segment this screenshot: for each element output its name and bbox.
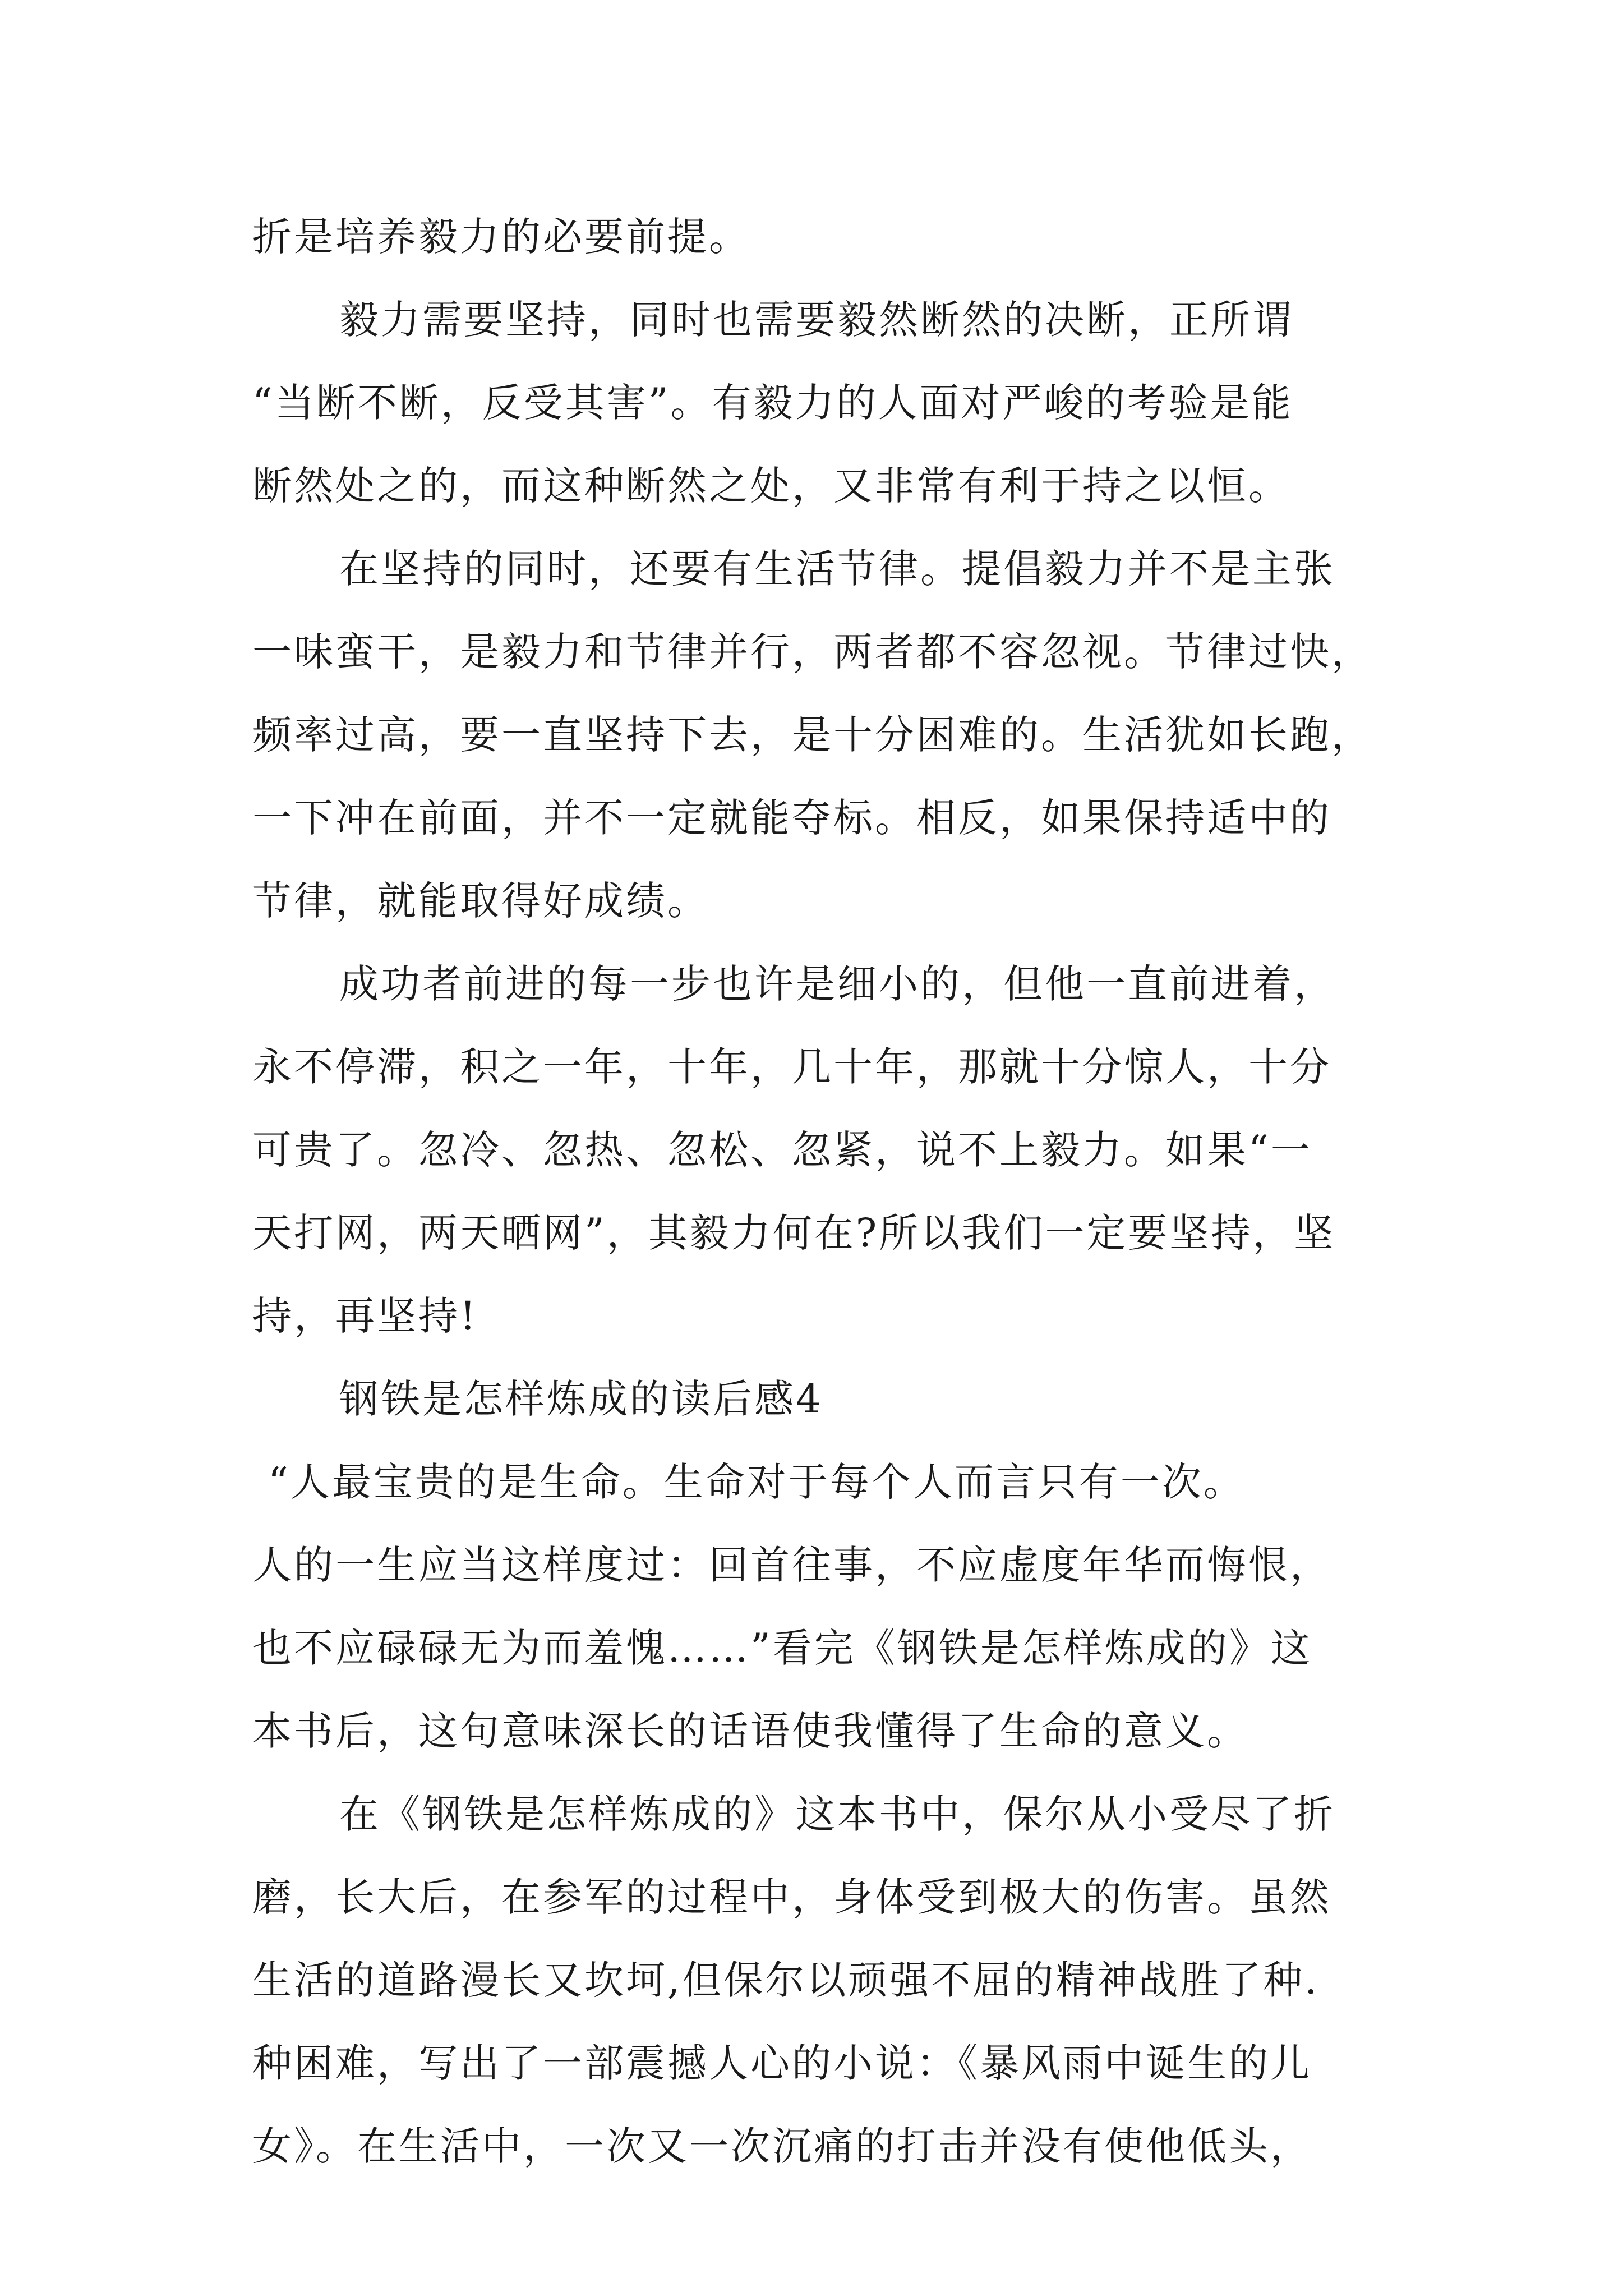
paragraph-first-line: 在《钢铁是怎样炼成的》这本书中，保尔从小受尽了折 — [339, 1791, 1335, 1837]
section-heading: 钢铁是怎样炼成的读后感4 — [339, 1376, 823, 1422]
paragraph-first-line: 毅力需要坚持，同时也需要毅然断然的决断，正所谓 — [339, 297, 1294, 343]
paragraph-first-line: 在坚持的同时，还要有生活节律。提倡毅力并不是主张 — [339, 546, 1335, 592]
text-line: 节律，就能取得好成绩。 — [252, 878, 709, 924]
text-line: 磨，长大后，在参军的过程中，身体受到极大的伤害。虽然 — [252, 1874, 1331, 1920]
text-line: 折是培养毅力的必要前提。 — [252, 214, 750, 260]
text-line: 持，再坚持! — [252, 1293, 478, 1339]
text-line: 可贵了。忽冷、忽热、忽松、忽紧，说不上毅力。如果“一 — [252, 1127, 1312, 1173]
text-line: 永不停滞，积之一年，十年，几十年，那就十分惊人，十分 — [252, 1044, 1331, 1090]
text-line: 也不应碌碌无为而羞愧……”看完《钢铁是怎样炼成的》这 — [252, 1625, 1312, 1671]
text-line: 生活的道路漫长又坎坷,但保尔以顽强不屈的精神战胜了种. — [252, 1957, 1320, 2003]
text-line: “当断不断，反受其害”。有毅力的人面对严峻的考验是能 — [252, 380, 1293, 426]
text-line: 人的一生应当这样度过：回首往事，不应虚度年华而悔恨， — [252, 1542, 1331, 1588]
text-line: 频率过高，要一直坚持下去，是十分困难的。生活犹如长跑， — [252, 712, 1373, 758]
text-line: 断然处之的，而这种断然之处，又非常有利于持之以恒。 — [252, 463, 1290, 509]
text-line: 天打网，两天晒网”，其毅力何在?所以我们一定要坚持，坚 — [252, 1210, 1336, 1256]
text-line: 种困难，写出了一部震撼人心的小说：《暴风雨中诞生的儿 — [252, 2040, 1312, 2086]
paragraph-first-line: “人最宝贵的是生命。生命对于每个人而言只有一次。 — [268, 1459, 1245, 1505]
text-line: 本书后，这句意味深长的话语使我懂得了生命的意义。 — [252, 1708, 1248, 1754]
text-line: 一味蛮干，是毅力和节律并行，两者都不容忽视。节律过快， — [252, 629, 1373, 675]
paragraph-first-line: 成功者前进的每一步也许是细小的，但他一直前进着， — [339, 961, 1335, 1007]
text-line: 一下冲在前面，并不一定就能夺标。相反，如果保持适中的 — [252, 795, 1331, 841]
text-line: 女》。在生活中，一次又一次沉痛的打击并没有使他低头， — [252, 2123, 1312, 2169]
